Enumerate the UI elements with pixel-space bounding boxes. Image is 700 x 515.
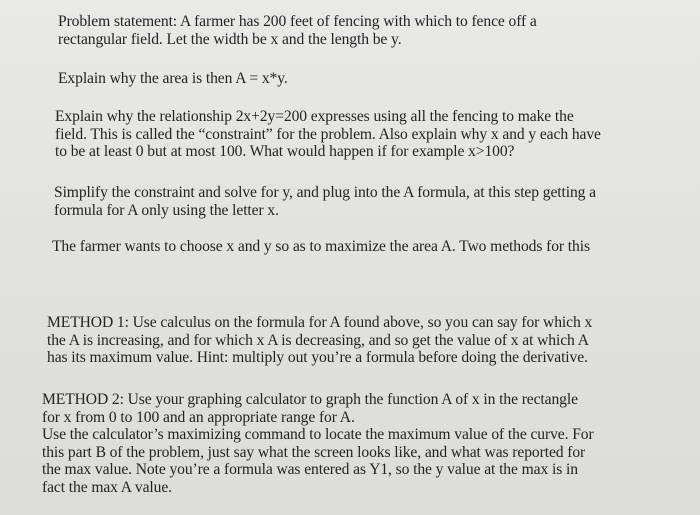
maximize-intro-paragraph: The farmer wants to choose x and y so as to maximize the area A. Two methods for this [52, 238, 590, 255]
simplify-paragraph: Simplify the constraint and solve for y, and plug into the A formula, at this step getting a formula for A only using the letter x. [54, 184, 596, 219]
method-1-paragraph: METHOD 1: Use calculus on the formula for A found above, so you can say for which x the A is increasing, and for which x A is decreasing, and so get the value of x at which A has its maximum value. Hint: multiply out you’re a formula before doing the derivative. [47, 314, 593, 366]
problem-statement-paragraph: Problem statement: A farmer has 200 feet of fencing with which to fence off a rectangular field. Let the width be x and the length be y. [58, 13, 537, 48]
constraint-paragraph: Explain why the relationship 2x+2y=200 expresses using all the fencing to make the field. This is called the “constraint” for the problem. Also explain why x and y each have to be at least 0 but at most 100. What would happen if for example x>100? [55, 108, 601, 160]
method-2-paragraph: METHOD 2: Use your graphing calculator to graph the function A of x in the rectangle for x from 0 to 100 and an appropriate range for A. Use the calculator’s maximizing command to locate the maximum value of the curve. For this part B of the problem, just say what the screen looks like, and what was reported for the max value. Note you’re a formula was entered as Y1, so the y value at the max is in fact the max A value. [42, 391, 594, 496]
area-explanation-paragraph: Explain why the area is then A = x*y. [58, 70, 288, 87]
